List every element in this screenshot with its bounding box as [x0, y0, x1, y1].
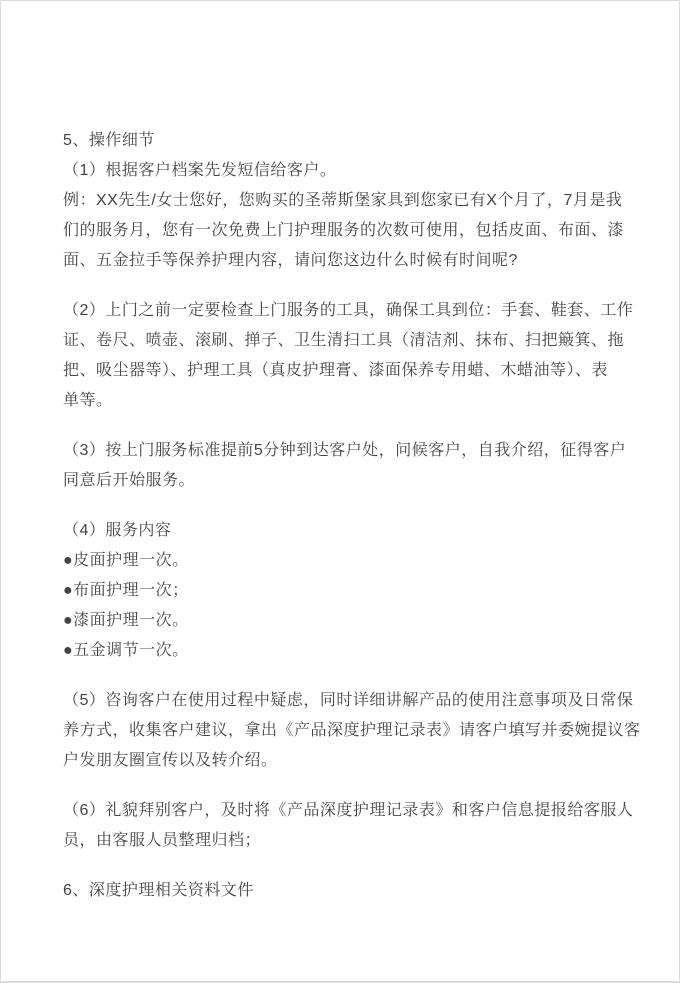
text-line: 户发朋友圈宣传以及转介绍。	[63, 752, 278, 769]
text-line: 员，由客服人员整理归档；	[63, 832, 262, 849]
text-line: ●漆面护理一次。	[63, 612, 189, 629]
text-line: 养方式，收集客户建议，拿出《产品深度护理记录表》请客户填写并委婉提议客	[63, 722, 641, 739]
text-line: 5、操作细节	[63, 132, 155, 149]
item-2-tool-check	[63, 296, 641, 416]
text-line: （1）根据客户档案先发短信给客户。	[63, 162, 337, 179]
item-5-consult	[63, 686, 641, 776]
text-line: （6）礼貌拜别客户，及时将《产品深度护理记录表》和客户信息提报给客服人	[63, 802, 634, 819]
text-line: 证、卷尺、喷壶、滚刷、掸子、卫生清扫工具（清洁剂、抹布、扫把簸箕、拖	[63, 332, 625, 349]
section-6-related-files	[63, 876, 641, 906]
text-line: ●布面护理一次；	[63, 582, 189, 599]
text-line: 单等。	[63, 392, 113, 409]
text-line: 们的服务月，您有一次免费上门护理服务的次数可使用，包括皮面、布面、漆	[63, 222, 625, 239]
document-content	[1, 1, 679, 906]
item-3-arrival	[63, 436, 641, 496]
text-line: 6、深度护理相关资料文件	[63, 882, 254, 899]
item-6-farewell	[63, 796, 641, 856]
text-line: 例：XX先生/女士您好，您购买的圣蒂斯堡家具到您家已有X个月了，7月是我	[63, 192, 623, 209]
text-line: ●五金调节一次。	[63, 642, 189, 659]
text-line: 把、吸尘器等）、护理工具（真皮护理膏、漆面保养专用蜡、木蜡油等）、表	[63, 362, 609, 379]
text-line: 面、五金拉手等保养护理内容，请问您这边什么时候有时间呢?	[63, 252, 518, 269]
text-line: 同意后开始服务。	[63, 472, 196, 489]
text-line: （3）按上门服务标准提前5分钟到达客户处，问候客户，自我介绍，征得客户	[63, 442, 627, 459]
text-line: （2）上门之前一定要检查上门服务的工具，确保工具到位：手套、鞋套、工作	[63, 302, 634, 319]
text-line: （4）服务内容	[63, 522, 172, 539]
section-5-operation-details	[63, 126, 641, 276]
text-line: （5）咨询客户在使用过程中疑虑，同时详细讲解产品的使用注意事项及日常保	[63, 692, 634, 709]
item-4-service-content	[63, 516, 641, 666]
text-line: ●皮面护理一次。	[63, 552, 189, 569]
